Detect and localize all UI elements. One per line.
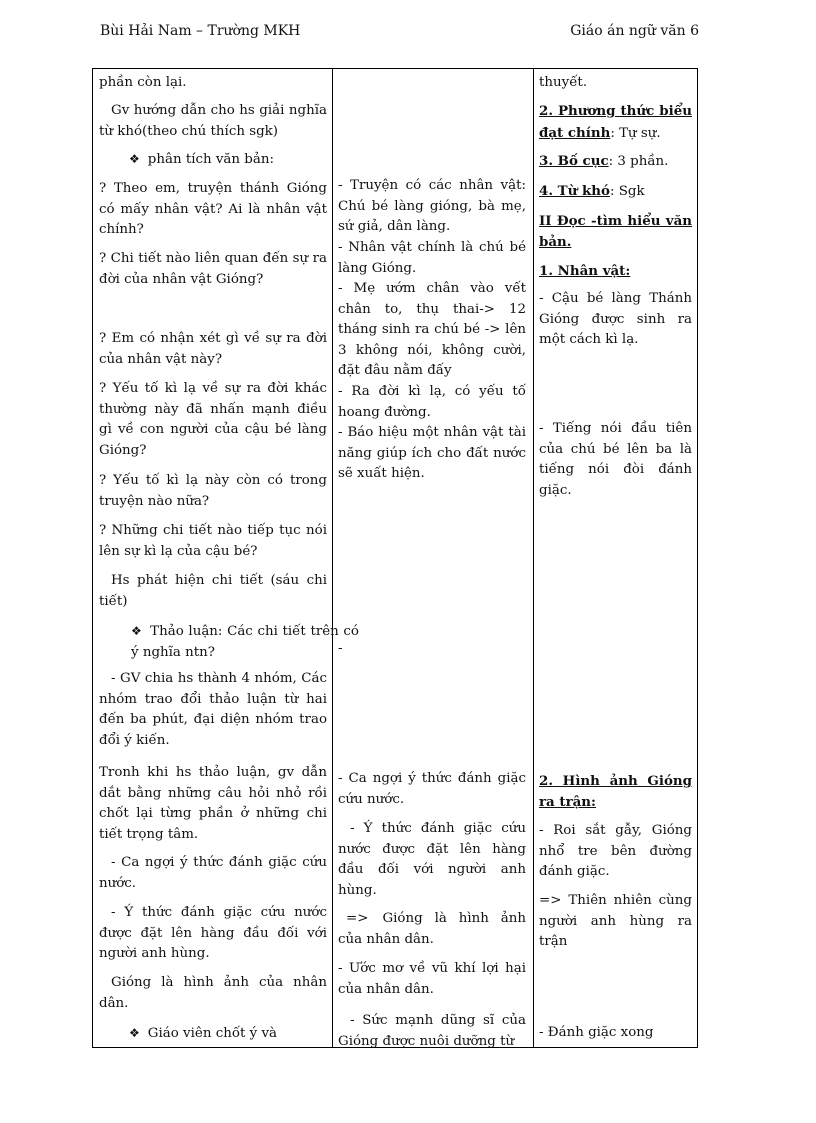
content-text: - Đánh giặc xong [539,1025,654,1040]
content-text: - Tiếng nói đầu tiên của chú bé lên ba là tiếng nói đòi đánh giặc. [539,421,692,498]
section-heading: 3. Bố cục: 3 phần. [539,153,669,169]
activity-bullet: ❖ phân tích văn bản: [129,152,274,167]
question-text: ? Theo em, truyện thánh Gióng có mấy nhân vật? Ai là nhân vật chính? [99,181,327,237]
answer-text: - Ước mơ về vũ khí lợi hại của nhân dân. [338,961,526,997]
answer-text: - Nhân vật chính là chú bé làng Gióng. [338,240,526,276]
activity-text: phần còn lại. [99,75,187,90]
answer-text: - Mẹ ướm chân vào vết chân to, thụ thai-> 12 tháng sinh ra chú bé -> lên 3 không nói, không cười, đặt đâu nằm đấy [338,281,526,378]
content-text: thuyết. [539,75,588,90]
activity-text: - Ý thức đánh giặc cứu nước được đặt lên hàng đầu đối với người anh hùng. [99,905,327,961]
content-text: - Roi sắt gẫy, Gióng nhổ tre bên đường đánh giặc. [539,823,692,879]
answer-text: - Truyện có các nhân vật: Chú bé làng gióng, bà mẹ, sứ giả, dân làng. [338,178,526,234]
lesson-table [92,68,698,1048]
answer-text: => Gióng là hình ảnh của nhân dân. [338,911,526,947]
activity-bullet: ❖ Thảo luận: Các chi tiết trên có ý nghĩa ntn? [131,624,359,660]
section-heading: 2. Phương thức biểu đạt chính: Tự sự. [539,103,692,141]
question-text: ? Những chi tiết nào tiếp tục nói lên sự kì lạ của cậu bé? [99,523,327,559]
star-bullet-icon: ❖ [131,624,143,638]
answer-text: - [338,641,343,656]
answer-text: - Ra đời kì lạ, có yếu tố hoang đường. [338,384,526,420]
activity-bullet: ❖ Giáo viên chốt ý và [129,1026,278,1041]
star-bullet-icon: ❖ [129,1026,140,1040]
activity-text: Tronh khi hs thảo luận, gv dẫn dắt bằng những câu hỏi nhỏ rồi chốt lại từng phần ở những chi tiết trọng tâm. [99,765,327,842]
answer-text: - Ý thức đánh giặc cứu nước được đặt lên hàng đầu đối với người anh hùng. [338,821,526,898]
header-right: Giáo án ngữ văn 6 [570,23,699,39]
activity-text: - Ca ngợi ý thức đánh giặc cứu nước. [99,855,327,891]
activity-text: Gv hướng dẫn cho hs giải nghĩa từ khó(theo chú thích sgk) [99,103,327,139]
activity-text: - GV chia hs thành 4 nhóm, Các nhóm trao đổi thảo luận từ hai đến ba phút, đại diện nhóm trao đổi ý kiến. [99,671,327,748]
question-text: ? Chi tiết nào liên quan đến sự ra đời của nhân vật Gióng? [99,251,327,287]
header-left: Bùi Hải Nam – Trường MKH [100,23,301,39]
activity-text: Gióng là hình ảnh của nhân dân. [99,975,327,1011]
section-heading: 2. Hình ảnh Gióng ra trận: [539,773,692,810]
section-heading: 1. Nhân vật: [539,263,631,279]
column-divider [533,69,534,1047]
column-divider [332,69,333,1047]
question-text: ? Yếu tố kì lạ này còn có trong truyện nào nữa? [99,473,327,509]
question-text: ? Yếu tố kì lạ về sự ra đời khác thường này đã nhấn mạnh điều gì về con người của cậu bé làng Gióng? [99,381,327,458]
content-text: => Thiên nhiên cùng người anh hùng ra trận [539,893,692,949]
question-text: ? Em có nhận xét gì về sự ra đời của nhân vật này? [99,331,327,367]
answer-text: - Ca ngợi ý thức đánh giặc cứu nước. [338,771,526,807]
activity-text: Hs phát hiện chi tiết (sáu chi tiết) [99,573,327,609]
star-bullet-icon: ❖ [129,152,140,166]
answer-text: - Báo hiệu một nhân vật tài năng giúp ích cho đất nước sẽ xuất hiện. [338,425,526,481]
answer-text: - Sức mạnh dũng sĩ của Gióng được nuôi dưỡng từ [338,1013,526,1049]
section-heading: 4. Từ khó: Sgk [539,183,645,199]
section-heading: II Đọc -tìm hiểu văn bản. [539,213,692,250]
content-text: - Cậu bé làng Thánh Gióng được sinh ra một cách kì lạ. [539,291,692,347]
